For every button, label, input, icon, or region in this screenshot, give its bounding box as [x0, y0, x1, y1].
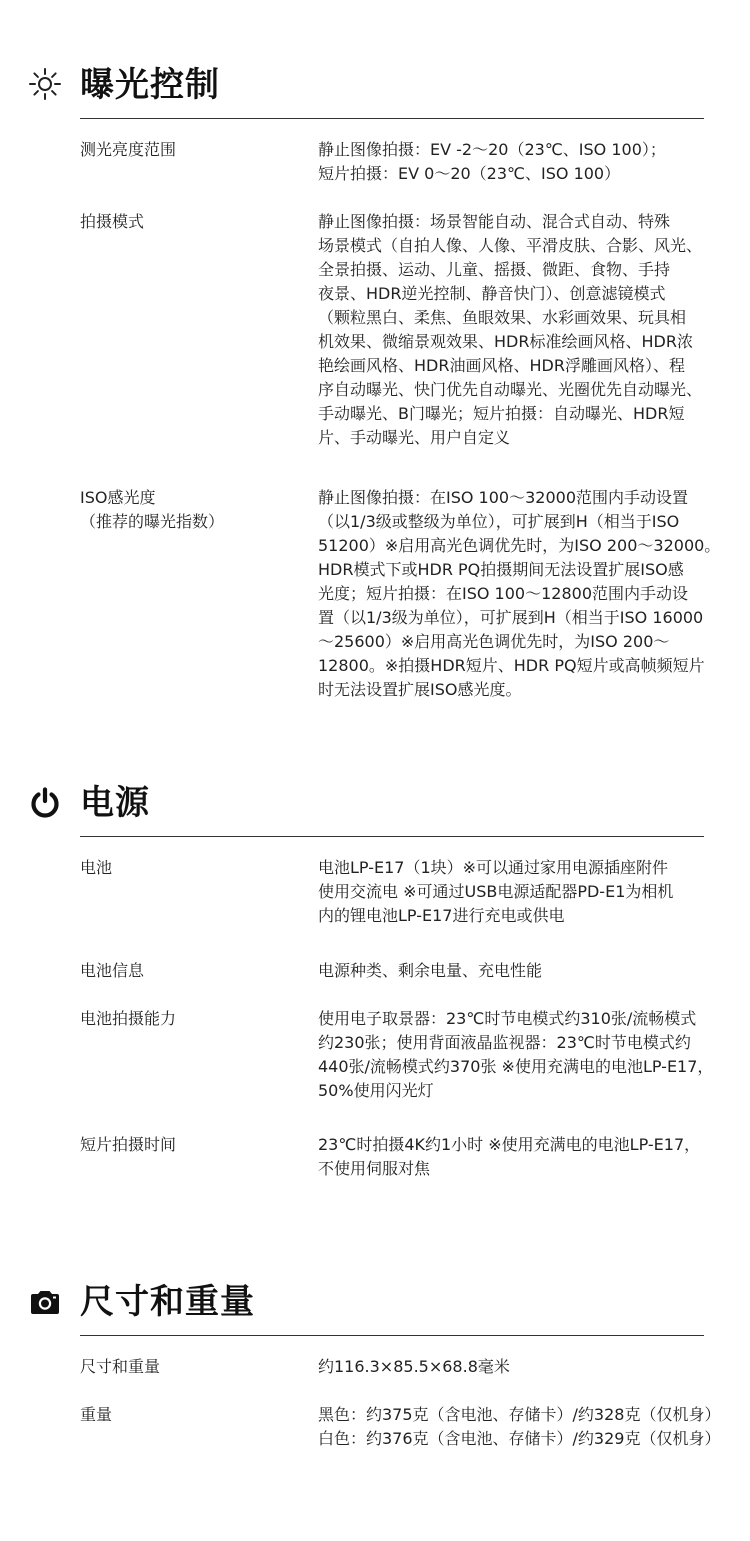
spec-value-line: 内的锂电池LP-E17进行充电或供电 — [318, 906, 565, 925]
spec-value — [318, 1355, 738, 1379]
section-header — [0, 760, 750, 823]
section-divider — [80, 1335, 704, 1336]
spec-value-line: 机效果、微缩景观效果、HDR标准绘画风格、HDR浓 — [318, 332, 693, 351]
section-divider — [80, 836, 704, 837]
spec-value-line: 白色：约376克（含电池、存储卡）/约329克（仅机身） — [318, 1429, 721, 1448]
spec-value-line: 全景拍摄、运动、儿童、摇摄、微距、食物、手持 — [318, 260, 671, 279]
section-title: 尺寸和重量 — [80, 1282, 255, 1322]
spec-value-line: 黑色：约375克（含电池、存储卡）/约328克（仅机身） — [318, 1405, 721, 1424]
spec-value-line: 夜景、HDR逆光控制、静音快门）、创意滤镜模式 — [318, 284, 666, 303]
section-exposure-control — [0, 0, 750, 760]
spec-value-line: 约116.3×85.5×68.8毫米 — [318, 1357, 510, 1376]
section-title: 曝光控制 — [80, 65, 220, 105]
spec-label: ISO感光度 （推荐的曝光指数） — [80, 488, 225, 531]
spec-value-line: 手动曝光、B门曝光；短片拍摄：自动曝光、HDR短 — [318, 404, 685, 423]
spec-value-line: 使用电子取景器：23℃时节电模式约310张/流畅模式 — [318, 1009, 697, 1028]
spec-value-line: 23℃时拍摄4K约1小时 ※使用充满电的电池LP-E17， — [318, 1135, 701, 1154]
spec-value-line: 440张/流畅模式约370张 ※使用充满电的电池LP-E17， — [318, 1057, 714, 1076]
spec-value-line: 电池LP-E17（1块）※可以通过家用电源插座附件 — [318, 858, 669, 877]
section-power — [0, 760, 750, 1220]
section-title: 电源 — [80, 783, 150, 823]
section-dimensions-weight — [0, 1260, 750, 1541]
spec-label: 电池拍摄能力 — [80, 1009, 177, 1028]
camera-icon — [28, 1285, 62, 1319]
spec-value — [318, 1007, 738, 1103]
spec-label: 短片拍摄时间 — [80, 1135, 177, 1154]
spec-value-line: 不使用伺服对焦 — [318, 1159, 431, 1178]
spec-value — [318, 210, 738, 450]
spec-label: 电池 — [80, 858, 113, 877]
spec-value — [318, 138, 738, 186]
sun-icon — [28, 67, 62, 101]
spec-value-line: 约230张；使用背面液晶监视器：23℃时节电模式约 — [318, 1033, 691, 1052]
spec-value — [318, 1403, 738, 1451]
spec-value — [318, 486, 738, 702]
spec-value-line: 短片拍摄：EV 0～20（23℃、ISO 100） — [318, 164, 621, 183]
spec-value-line: 静止图像拍摄：EV -2～20（23℃、ISO 100）； — [318, 140, 666, 159]
spec-value-line: 静止图像拍摄：场景智能自动、混合式自动、特殊 — [318, 212, 671, 231]
section-header — [0, 0, 750, 105]
spec-value-line: 时无法设置扩展ISO感光度。 — [318, 680, 522, 699]
spec-label: 测光亮度范围 — [80, 140, 177, 159]
spec-value-line: 光度；短片拍摄：在ISO 100～12800范围内手动设 — [318, 584, 688, 603]
spec-value-line: 12800。※拍摄HDR短片、HDR PQ短片或高帧频短片 — [318, 656, 705, 675]
spec-label: 重量 — [80, 1405, 113, 1424]
power-icon — [28, 786, 62, 820]
spec-value-line: 电源种类、剩余电量、充电性能 — [318, 961, 543, 980]
spec-value-line: 51200）※启用高光色调优先时，为ISO 200～32000。 — [318, 536, 721, 555]
spec-value-line: 场景模式（自拍人像、人像、平滑皮肤、合影、风光、 — [318, 236, 703, 255]
spec-label: 电池信息 — [80, 961, 145, 980]
spec-value-line: ～25600）※启用高光色调优先时，为ISO 200～ — [318, 632, 670, 651]
spec-label: 尺寸和重量 — [80, 1357, 161, 1376]
spec-value-line: 置（以1/3级为单位），可扩展到H（相当于ISO 16000 — [318, 608, 704, 627]
spec-label: 拍摄模式 — [80, 212, 145, 231]
spec-value-line: 序自动曝光、快门优先自动曝光、光圈优先自动曝光、 — [318, 380, 703, 399]
spec-value-line: HDR模式下或HDR PQ拍摄期间无法设置扩展ISO感 — [318, 560, 684, 579]
spec-value-line: 静止图像拍摄：在ISO 100～32000范围内手动设置 — [318, 488, 688, 507]
spec-value-line: 片、手动曝光、用户自定义 — [318, 428, 511, 447]
spec-value-line: 使用交流电 ※可通过USB电源适配器PD-E1为相机 — [318, 882, 674, 901]
spec-value-line: 50%使用闪光灯 — [318, 1081, 434, 1100]
spec-value — [318, 1133, 738, 1181]
section-divider — [80, 118, 704, 119]
section-header — [0, 1260, 750, 1320]
spec-value-line: （颗粒黑白、柔焦、鱼眼效果、水彩画效果、玩具相 — [318, 308, 687, 327]
spec-value-line: （以1/3级或整级为单位），可扩展到H（相当于ISO — [318, 512, 680, 531]
spec-value-line: 艳绘画风格、HDR油画风格、HDR浮雕画风格）、程 — [318, 356, 685, 375]
spec-value — [318, 959, 738, 983]
spec-value — [318, 856, 738, 928]
